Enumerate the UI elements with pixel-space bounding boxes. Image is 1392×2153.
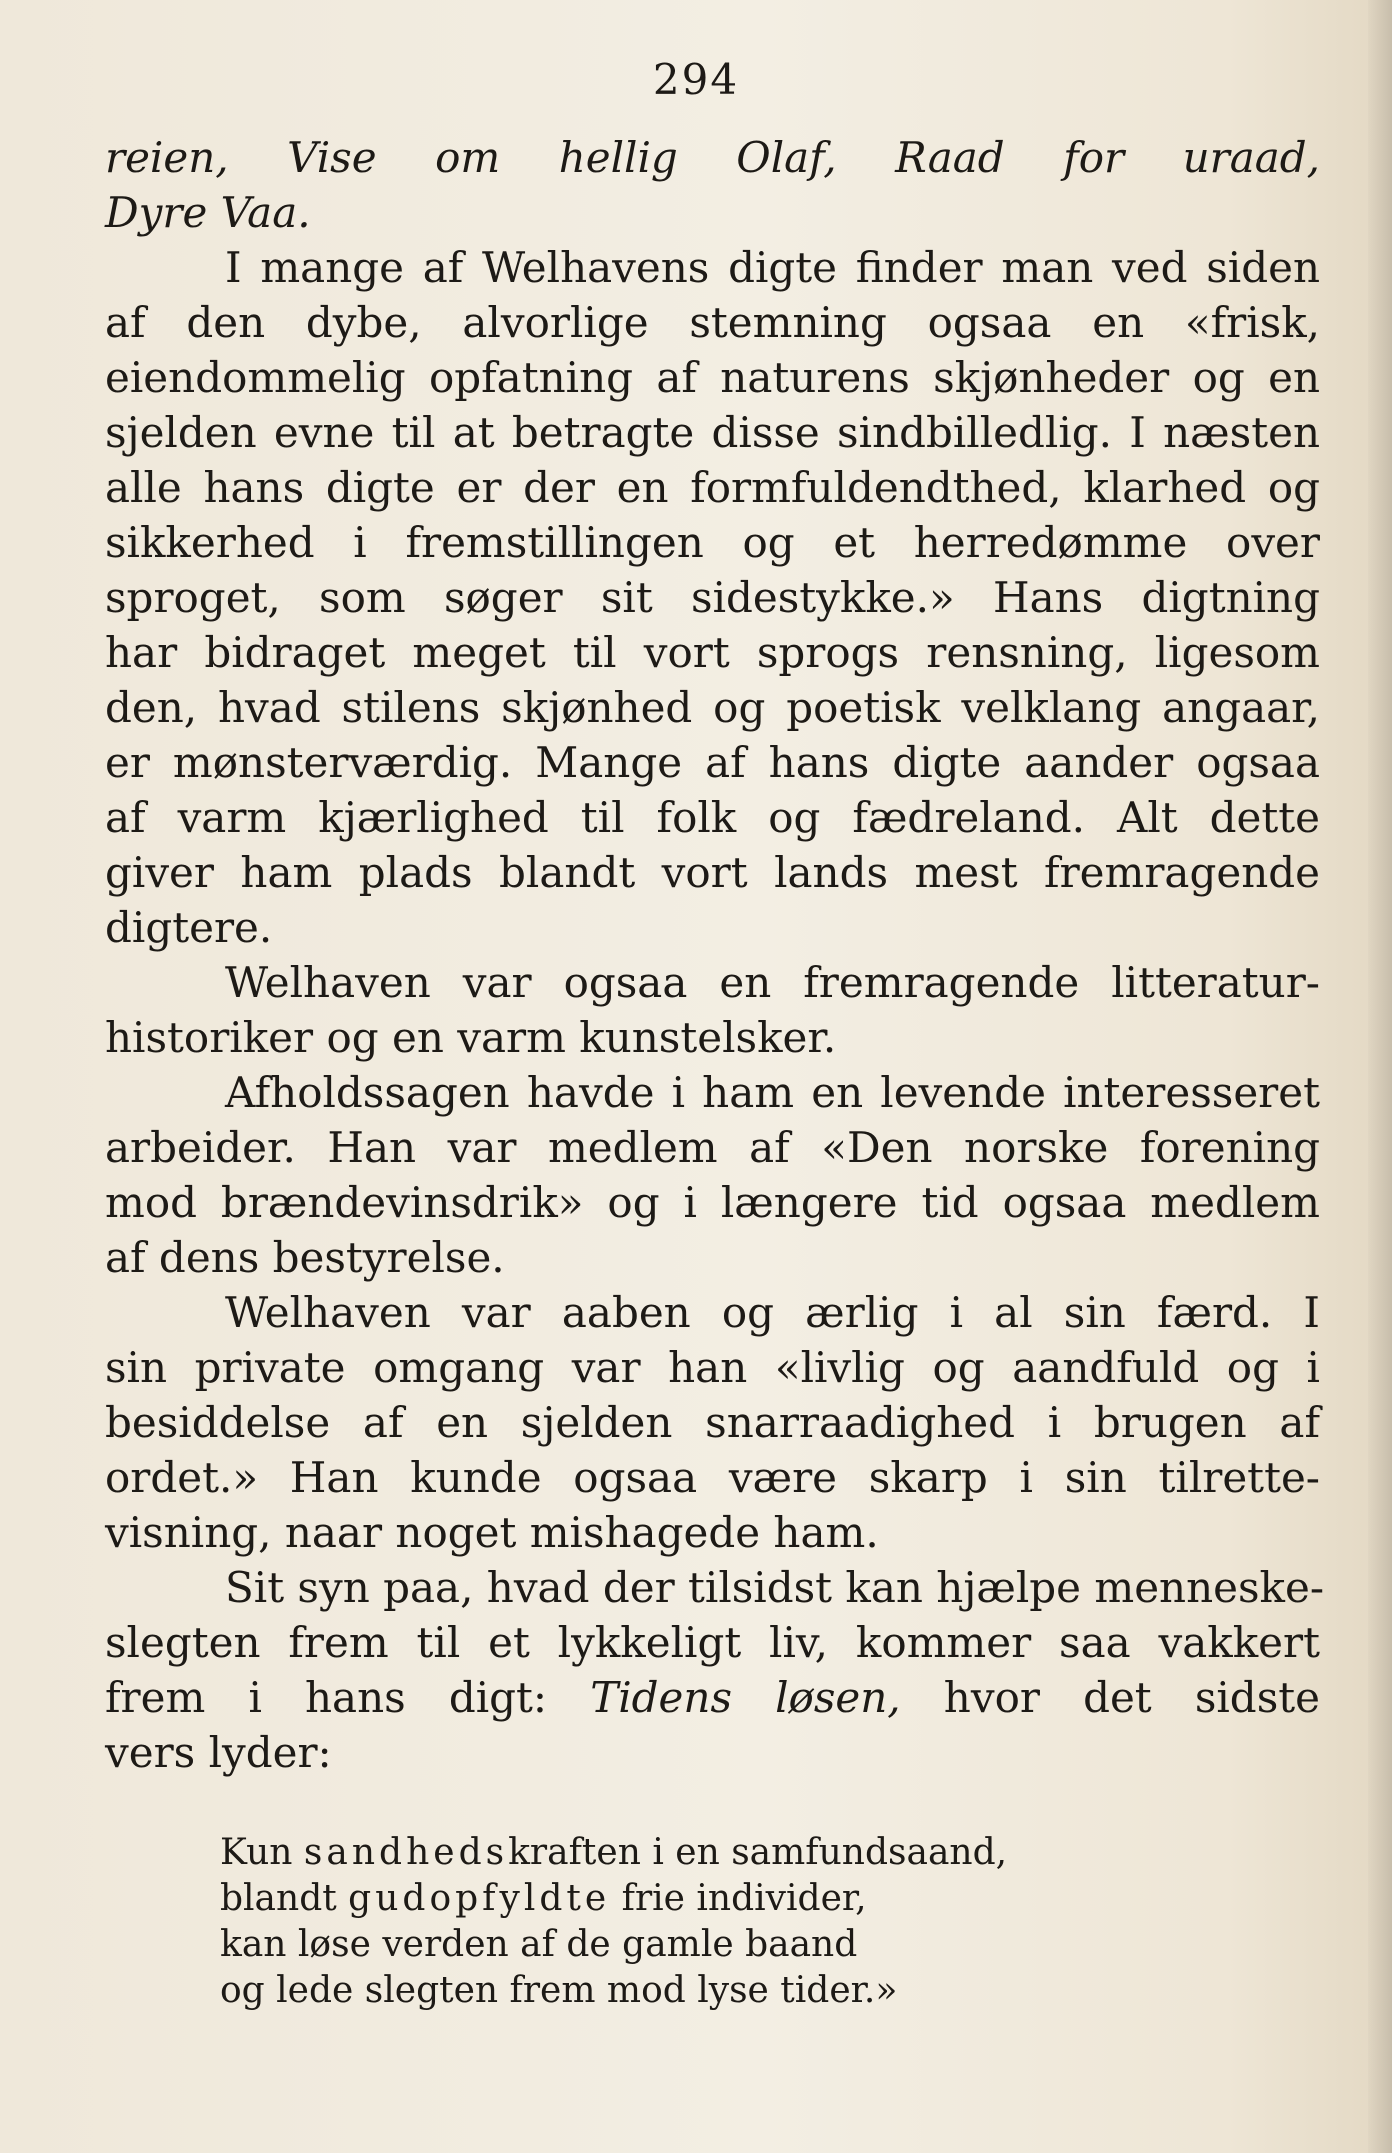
paragraph-line: ordet.» Han kunde ogsaa være skarp i sin tilrette-: [105, 1453, 1320, 1502]
paragraph-line: Sit syn paa, hvad der tilsidst kan hjælpe menneske-: [225, 1563, 1325, 1612]
poem-line: blandt gudopfyldte frie individer,: [220, 1878, 867, 1919]
paragraph-line: slegten frem til et lykkeligt liv, kommer saa vakkert: [105, 1618, 1320, 1667]
paragraph-line: Welhaven var ogsaa en fremragende litteratur-: [225, 958, 1320, 1007]
paragraph-line: digtere.: [105, 903, 273, 952]
paragraph-line: af varm kjærlighed til folk og fædreland. Alt dette: [105, 793, 1320, 842]
text-line: Dyre Vaa.: [105, 188, 311, 237]
paragraph-line: sikkerhed i fremstillingen og et herredømme over: [105, 518, 1320, 567]
paragraph-line: er mønsterværdig. Mange af hans digte aander ogsaa: [105, 738, 1320, 787]
paragraph-line: sproget, som søger sit sidestykke.» Hans digtning: [105, 573, 1320, 622]
poem-line: Kun sandhedskraften i en samfundsaand,: [220, 1832, 1008, 1873]
paragraph-line: eiendommelig opfatning af naturens skjønheder og en: [105, 353, 1320, 402]
poem-line: kan løse verden af de gamle baand: [220, 1924, 858, 1965]
poem-line: og lede slegten frem mod lyse tider.»: [220, 1970, 898, 2011]
paragraph-line: arbeider. Han var medlem af «Den norske forening: [105, 1123, 1320, 1172]
paragraph-line: af den dybe, alvorlige stemning ogsaa en «frisk,: [105, 298, 1320, 347]
paragraph-line: historiker og en varm kunstelsker.: [105, 1013, 837, 1062]
paragraph-line: alle hans digte er der en formfuldendthed, klarhed og: [105, 463, 1320, 512]
paragraph-line: sjelden evne til at betragte disse sindbilledlig. I næsten: [105, 408, 1320, 457]
paragraph-line: visning, naar noget mishagede ham.: [105, 1508, 879, 1557]
text-line: reien, Vise om hellig Olaf, Raad for uraad,: [105, 133, 1321, 182]
paragraph-line: I mange af Welhavens digte finder man ved siden: [225, 243, 1320, 292]
paragraph-line: besiddelse af en sjelden snarraadighed i brugen af: [105, 1398, 1320, 1447]
paragraph-line: af dens bestyrelse.: [105, 1233, 505, 1282]
paragraph-line: frem i hans digt: Tidens løsen, hvor det sidste: [105, 1673, 1320, 1722]
paragraph-line: giver ham plads blandt vort lands mest fremragende: [105, 848, 1320, 897]
paragraph-line: vers lyder:: [105, 1728, 332, 1777]
poem: [220, 1830, 1140, 2014]
paragraph-line: har bidraget meget til vort sprogs rensning, ligesom: [105, 628, 1320, 677]
main-text: [105, 130, 1325, 1780]
paragraph-line: Welhaven var aaben og ærlig i al sin færd. I: [225, 1288, 1320, 1337]
paragraph-line: den, hvad stilens skjønhed og poetisk velklang angaar,: [105, 683, 1320, 732]
paragraph-line: Afholdssagen havde i ham en levende interesseret: [225, 1068, 1320, 1117]
paragraph-line: sin private omgang var han «livlig og aandfuld og i: [105, 1343, 1320, 1392]
page-number: 294: [652, 55, 740, 104]
paragraph-line: mod brændevinsdrik» og i længere tid ogsaa medlem: [105, 1178, 1320, 1227]
